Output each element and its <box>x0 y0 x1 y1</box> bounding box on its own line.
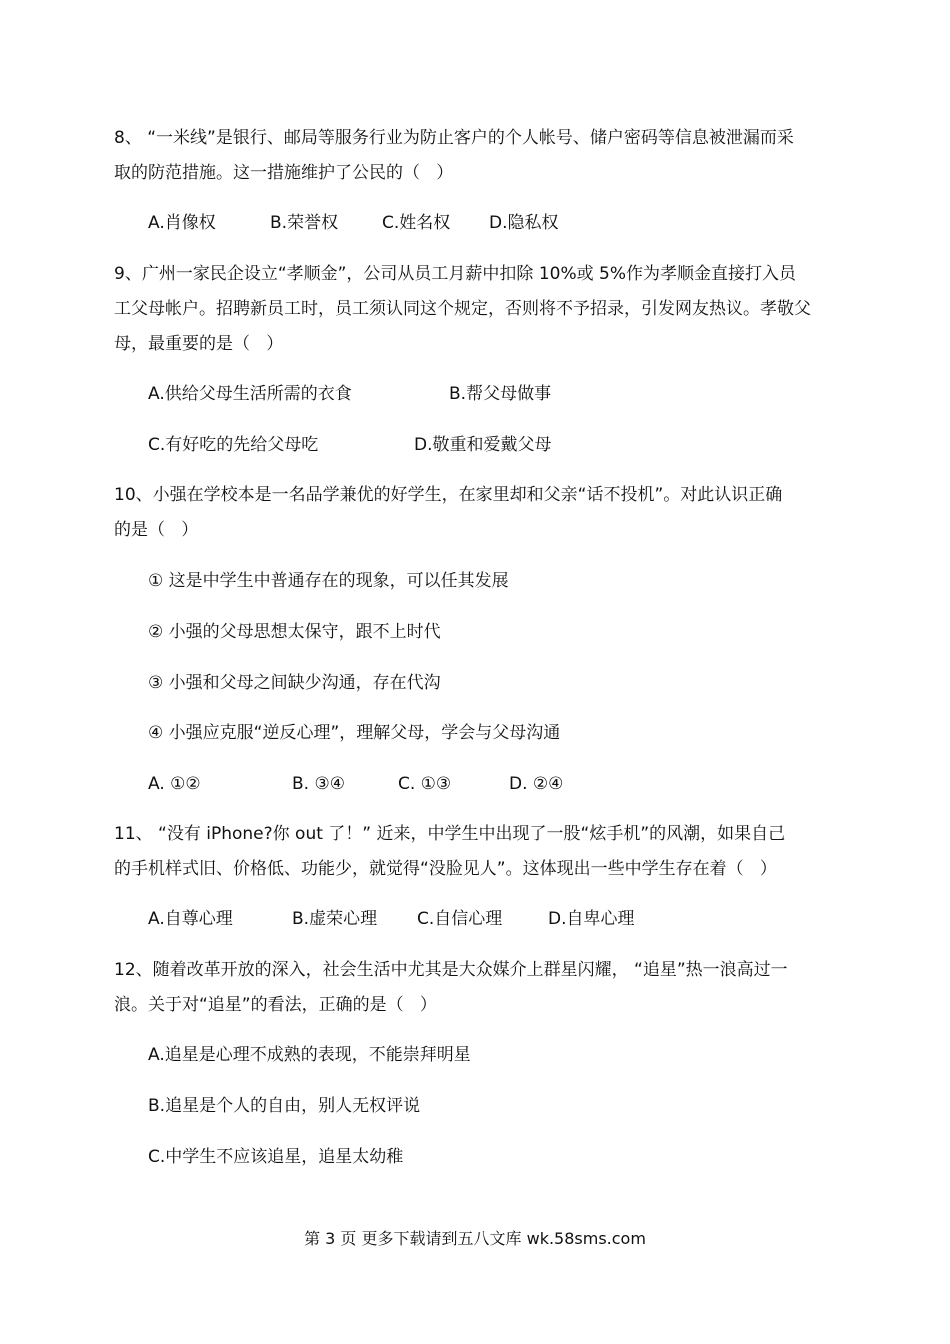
question-10-stem-line-1: 10、小强在学校本是一名品学兼优的好学生，在家里却和父亲“话不投机”。对此认识正确 <box>114 485 783 505</box>
question-10-option-d: D. ②④ <box>509 774 564 794</box>
question-8-option-d: D.隐私权 <box>489 213 559 233</box>
question-10-item-3: ③ 小强和父母之间缺少沟通，存在代沟 <box>148 673 441 693</box>
question-10-option-b: B. ③④ <box>292 774 345 794</box>
question-8-option-c: C.姓名权 <box>382 213 451 233</box>
question-11-stem-line-2: 的手机样式旧、价格低、功能少，就觉得“没脸见人”。这体现出一些中学生存在着（ ） <box>114 859 777 879</box>
question-11-option-c: C.自信心理 <box>417 909 503 929</box>
question-8-option-b: B.荣誉权 <box>270 213 339 233</box>
question-12-option-c: C.中学生不应该追星，追星太幼稚 <box>148 1147 404 1167</box>
question-12-stem-line-2: 浪。关于对“追星”的看法，正确的是（ ） <box>114 995 437 1015</box>
question-12-stem-line-1: 12、随着改革开放的深入，社会生活中尤其是大众媒介上群星闪耀， “追星”热一浪高过一 <box>114 960 788 980</box>
question-12-option-b: B.追星是个人的自由，别人无权评说 <box>148 1096 421 1116</box>
question-12-option-a: A.追星是心理不成熟的表现，不能崇拜明星 <box>148 1045 471 1065</box>
question-9-option-b: B.帮父母做事 <box>449 384 552 404</box>
question-8-stem-line-2: 取的防范措施。这一措施维护了公民的（ ） <box>114 163 454 183</box>
question-8-option-a: A.肖像权 <box>148 213 216 233</box>
question-10-stem-line-2: 的是（ ） <box>114 520 199 540</box>
question-10-option-c: C. ①③ <box>398 774 452 794</box>
question-10-option-a: A. ①② <box>148 774 201 794</box>
question-11-option-d: D.自卑心理 <box>548 909 635 929</box>
question-11-option-a: A.自尊心理 <box>148 909 233 929</box>
question-9-option-c: C.有好吃的先给父母吃 <box>148 435 319 455</box>
question-10-item-4: ④ 小强应克服“逆反心理”，理解父母，学会与父母沟通 <box>148 723 561 743</box>
question-11-stem-line-1: 11、 “没有 iPhone?你 out 了！” 近来，中学生中出现了一股“炫手机”的风潮，如果自己 <box>114 824 786 844</box>
page-footer: 第 3 页 更多下载请到五八文库 wk.58sms.com <box>304 1229 646 1248</box>
question-9-stem-line-2: 工父母帐户。招聘新员工时，员工须认同这个规定，否则将不予招录，引发网友热议。孝敬父 <box>114 299 811 319</box>
question-11-option-b: B.虚荣心理 <box>292 909 378 929</box>
question-8-stem-line-1: 8、 “一米线”是银行、邮局等服务行业为防止客户的个人帐号、储户密码等信息被泄漏而采 <box>114 128 794 148</box>
question-9-stem-line-1: 9、广州一家民企设立“孝顺金”，公司从员工月薪中扣除 10%或 5%作为孝顺金直接打入员 <box>114 264 796 284</box>
question-10-item-2: ② 小强的父母思想太保守，跟不上时代 <box>148 622 441 642</box>
question-9-option-d: D.敬重和爱戴父母 <box>414 435 552 455</box>
question-10-item-1: ① 这是中学生中普通存在的现象，可以任其发展 <box>148 571 509 591</box>
question-9-option-a: A.供给父母生活所需的衣食 <box>148 384 352 404</box>
question-9-stem-line-3: 母，最重要的是（ ） <box>114 334 284 354</box>
